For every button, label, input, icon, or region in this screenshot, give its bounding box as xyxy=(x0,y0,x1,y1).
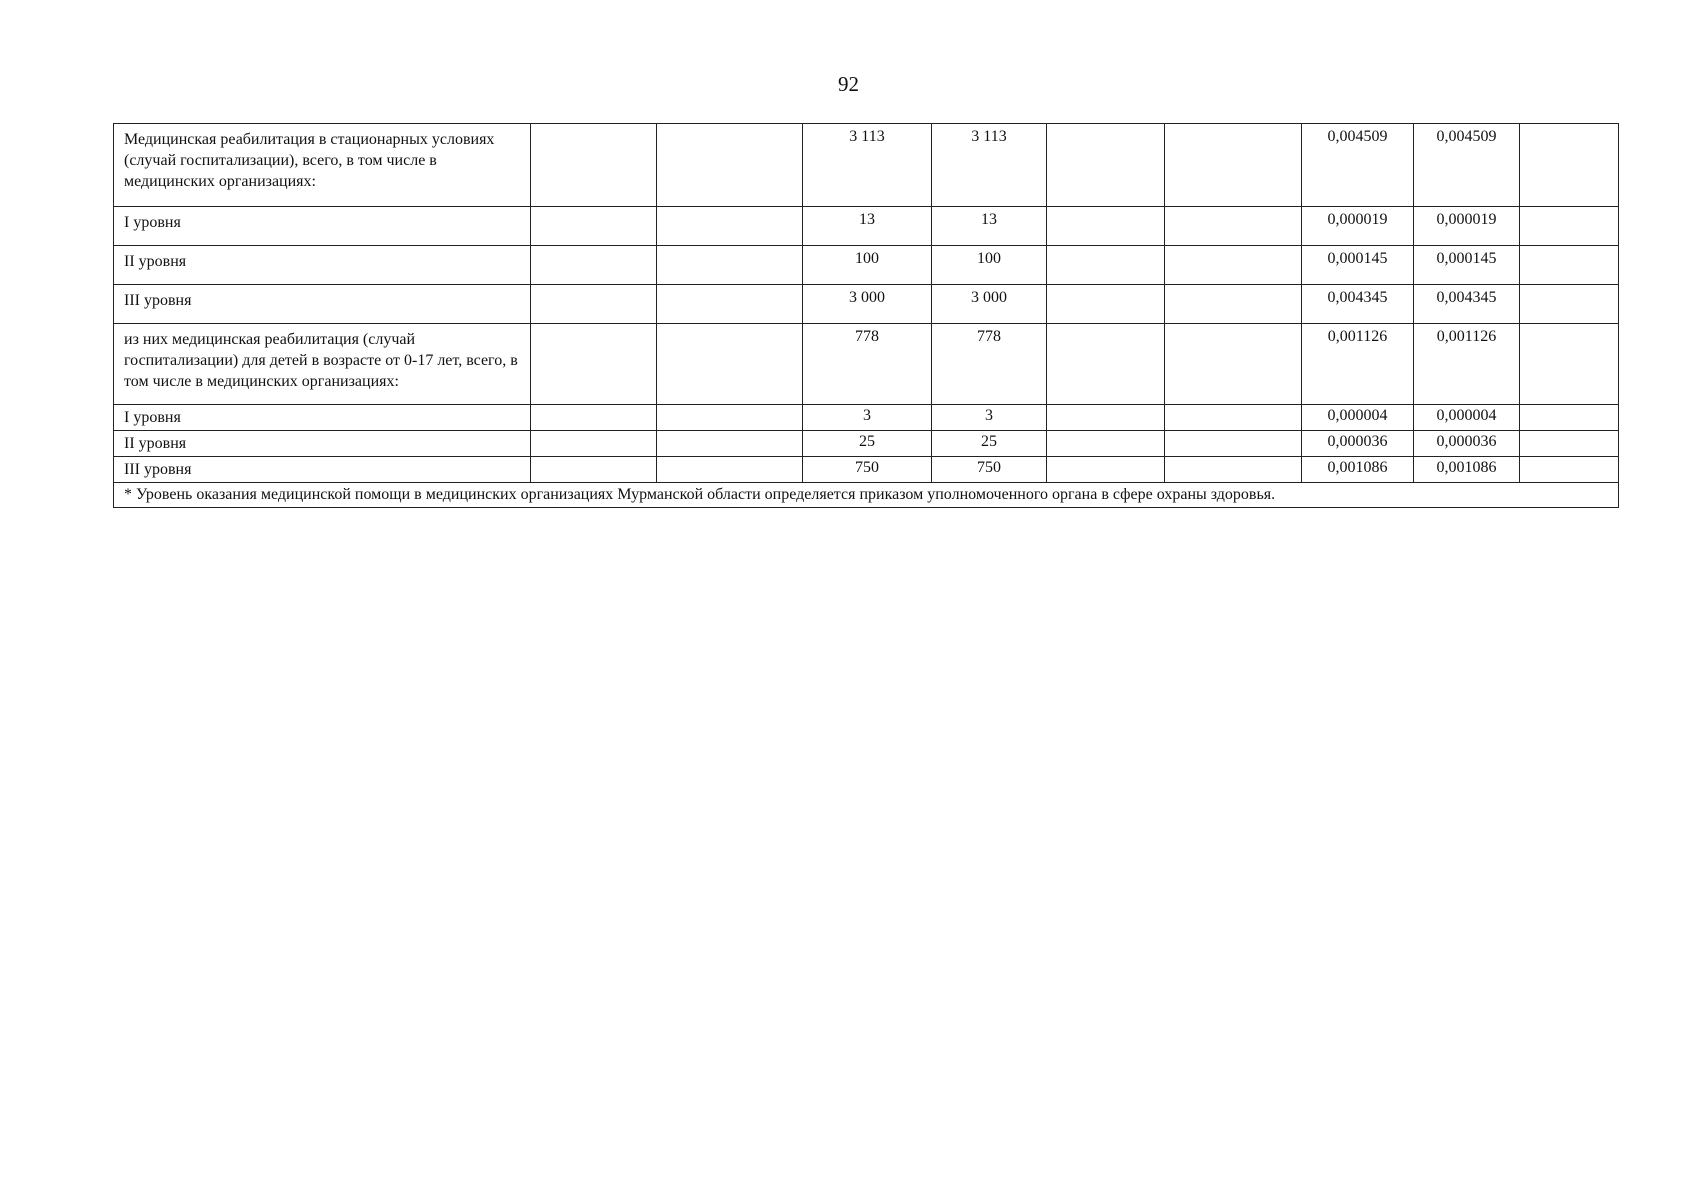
empty-cell xyxy=(1047,324,1165,405)
table-row xyxy=(114,324,1619,405)
empty-cell xyxy=(1047,405,1165,431)
value-cell: 750 xyxy=(803,457,932,483)
empty-cell xyxy=(1047,246,1165,285)
empty-cell xyxy=(1520,246,1619,285)
empty-cell xyxy=(531,324,657,405)
empty-cell xyxy=(1165,285,1302,324)
empty-cell xyxy=(1047,124,1165,207)
value-cell: 25 xyxy=(932,431,1047,457)
empty-cell xyxy=(1520,124,1619,207)
empty-cell xyxy=(531,246,657,285)
value-cell: 13 xyxy=(932,207,1047,246)
value-cell: 3 000 xyxy=(932,285,1047,324)
empty-cell xyxy=(657,124,803,207)
empty-cell xyxy=(1520,207,1619,246)
empty-cell xyxy=(531,207,657,246)
table-row xyxy=(114,431,1619,457)
empty-cell xyxy=(1165,457,1302,483)
empty-cell xyxy=(1165,405,1302,431)
empty-cell xyxy=(531,124,657,207)
value-cell: 778 xyxy=(803,324,932,405)
empty-cell xyxy=(1520,405,1619,431)
empty-cell xyxy=(1047,431,1165,457)
empty-cell xyxy=(531,285,657,324)
row-label: II уровня xyxy=(114,431,531,457)
table-row xyxy=(114,124,1619,207)
empty-cell xyxy=(1520,457,1619,483)
value-cell: 13 xyxy=(803,207,932,246)
value-cell: 0,000019 xyxy=(1302,207,1414,246)
empty-cell xyxy=(1047,457,1165,483)
footnote: * Уровень оказания медицинской помощи в медицинских организациях Мурманской области определяется приказом уполномоченного органа в сфере охраны здоровья. xyxy=(114,483,1619,508)
empty-cell xyxy=(1165,124,1302,207)
row-label: I уровня xyxy=(114,405,531,431)
value-cell: 0,000004 xyxy=(1302,405,1414,431)
empty-cell xyxy=(657,405,803,431)
empty-cell xyxy=(1165,207,1302,246)
empty-cell xyxy=(1165,431,1302,457)
value-cell: 0,000036 xyxy=(1302,431,1414,457)
data-table xyxy=(113,123,1619,508)
empty-cell xyxy=(657,285,803,324)
value-cell: 0,001126 xyxy=(1414,324,1520,405)
value-cell: 3 113 xyxy=(932,124,1047,207)
table-row xyxy=(114,285,1619,324)
row-label: III уровня xyxy=(114,285,531,324)
value-cell: 3 113 xyxy=(803,124,932,207)
value-cell: 0,000145 xyxy=(1302,246,1414,285)
value-cell: 0,000145 xyxy=(1414,246,1520,285)
value-cell: 0,004509 xyxy=(1414,124,1520,207)
empty-cell xyxy=(657,457,803,483)
empty-cell xyxy=(1047,285,1165,324)
row-label: из них медицинская реабилитация (случай госпитализации) для детей в возрасте от 0-17 лет, всего, в том числе в медицинских организациях: xyxy=(114,324,531,405)
empty-cell xyxy=(1520,431,1619,457)
empty-cell xyxy=(657,324,803,405)
empty-cell xyxy=(1047,207,1165,246)
row-label: I уровня xyxy=(114,207,531,246)
value-cell: 3 xyxy=(803,405,932,431)
value-cell: 778 xyxy=(932,324,1047,405)
empty-cell xyxy=(531,431,657,457)
row-label: III уровня xyxy=(114,457,531,483)
value-cell: 0,001086 xyxy=(1302,457,1414,483)
value-cell: 0,004509 xyxy=(1302,124,1414,207)
table-row xyxy=(114,207,1619,246)
value-cell: 3 xyxy=(932,405,1047,431)
value-cell: 0,001126 xyxy=(1302,324,1414,405)
value-cell: 100 xyxy=(932,246,1047,285)
table-row xyxy=(114,405,1619,431)
value-cell: 0,000036 xyxy=(1414,431,1520,457)
empty-cell xyxy=(657,246,803,285)
value-cell: 3 000 xyxy=(803,285,932,324)
value-cell: 25 xyxy=(803,431,932,457)
empty-cell xyxy=(1165,324,1302,405)
row-label: Медицинская реабилитация в стационарных условиях (случай госпитализации), всего, в том числе в медицинских организациях: xyxy=(114,124,531,207)
value-cell: 750 xyxy=(932,457,1047,483)
value-cell: 0,001086 xyxy=(1414,457,1520,483)
value-cell: 100 xyxy=(803,246,932,285)
empty-cell xyxy=(531,457,657,483)
empty-cell xyxy=(657,207,803,246)
value-cell: 0,000019 xyxy=(1414,207,1520,246)
empty-cell xyxy=(1165,246,1302,285)
table-row xyxy=(114,246,1619,285)
page-number: 92 xyxy=(838,72,859,96)
footnote-row xyxy=(114,483,1619,508)
value-cell: 0,004345 xyxy=(1302,285,1414,324)
empty-cell xyxy=(1520,324,1619,405)
empty-cell xyxy=(531,405,657,431)
empty-cell xyxy=(657,431,803,457)
row-label: II уровня xyxy=(114,246,531,285)
empty-cell xyxy=(1520,285,1619,324)
value-cell: 0,004345 xyxy=(1414,285,1520,324)
value-cell: 0,000004 xyxy=(1414,405,1520,431)
table-row xyxy=(114,457,1619,483)
